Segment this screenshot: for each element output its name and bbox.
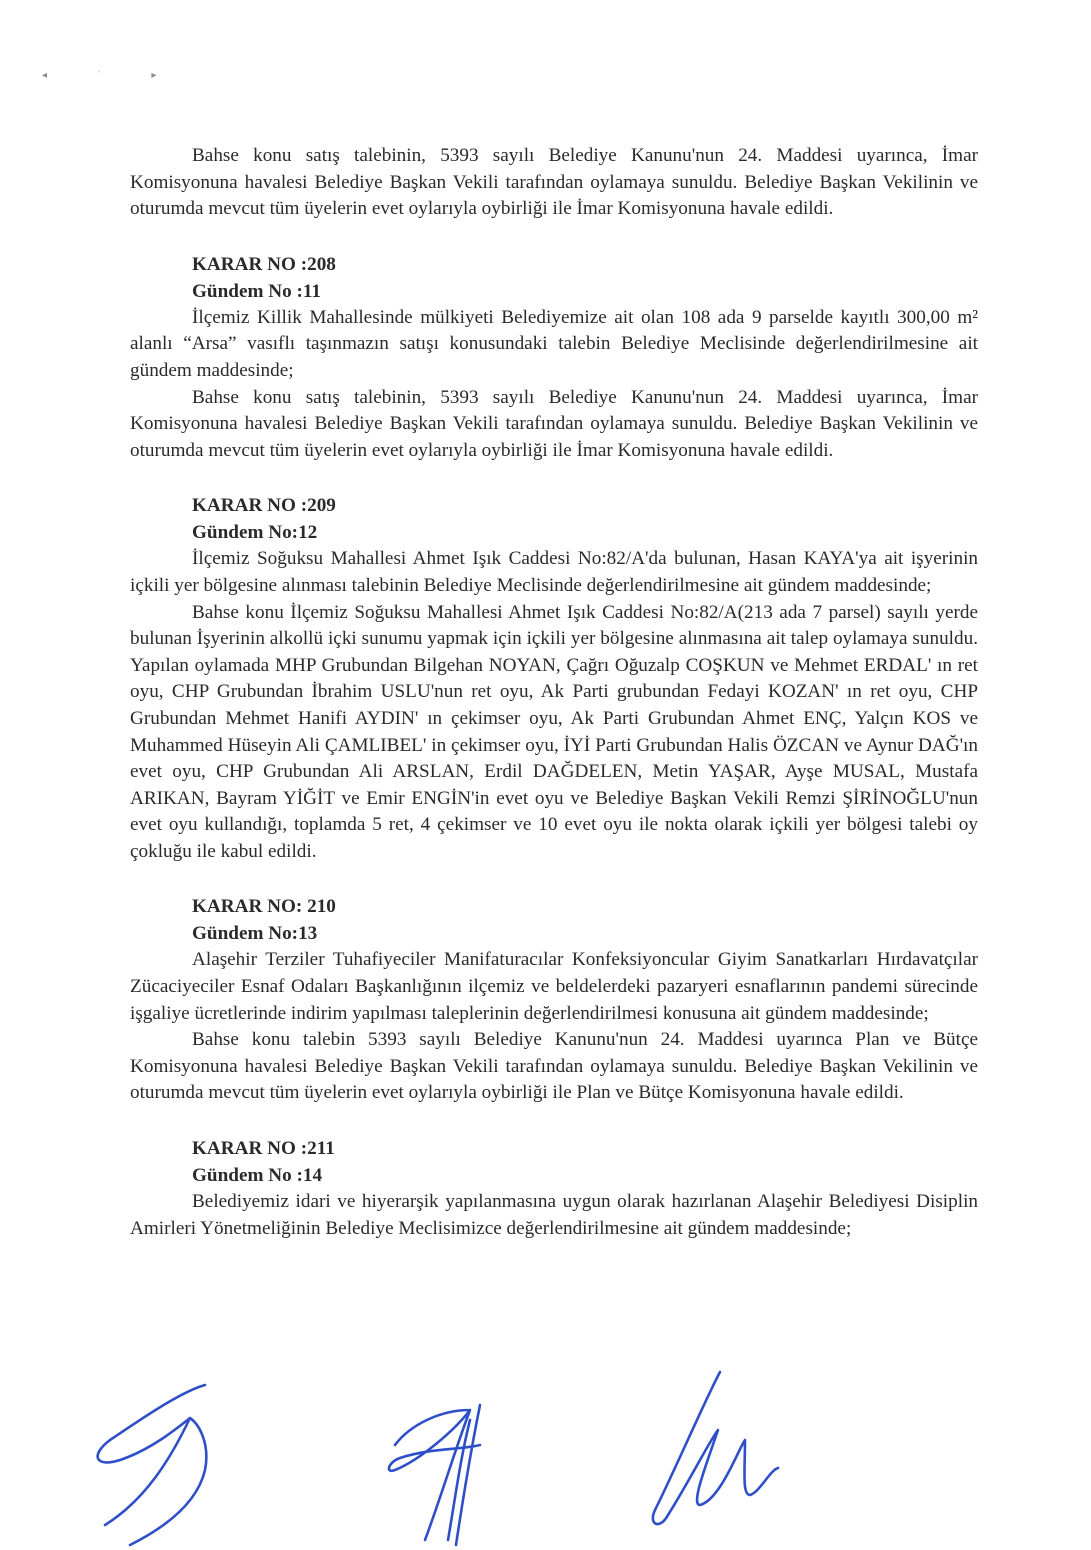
signature-left	[98, 1385, 207, 1545]
signature-middle	[389, 1405, 480, 1545]
decision-paragraph: Bahse konu satış talebinin, 5393 sayılı Belediye Kanunu'nun 24. Maddesi uyarınca, İmar Komisyonuna havalesi Belediye Başkan Vekili tarafından oylamaya sunuldu. Belediye Başkan Vekilinin ve oturumda mevcut tüm üyelerin evet oylarıyla oybirliği ile İmar Komisyonuna havale edildi.	[130, 386, 978, 461]
document-body	[130, 143, 978, 1242]
decision-paragraph: Bahse konu İlçemiz Soğuksu Mahallesi Ahmet Işık Caddesi No:82/A(213 ada 7 parsel) sayılı yerde bulunan İşyerinin alkollü içki sunumu yapmak için içkili yer bölgesine alınmasına ait talep oylamaya sunuldu. Yapılan oylamada MHP Grubundan Bilgehan NOYAN, Çağrı Oğuzalp COŞKUN ve Mehmet ERDAL' ın ret oyu, CHP Grubundan İbrahim USLU'nun ret oyu, Ak Parti grubundan Fedayi KOZAN' ın ret oyu, CHP Grubundan Mehmet Hanifi AYDIN' ın çekimser oyu, Ak Parti Grubundan Ahmet ENÇ, Yalçın KOS ve Muhammed Hüseyin Ali ÇAMLIBEL' in çekimser oyu, İYİ Parti Grubundan Halis ÖZCAN ve Aynur DAĞ'ın evet oyu, CHP Grubundan Ali ARSLAN, Erdil DAĞDELEN, Metin YAŞAR, Ayşe MUSAL, Mustafa ARIKAN, Bayram YİĞİT ve Emir ENGİN'in evet oyu ve Belediye Başkan Vekili Remzi ŞİRİNOĞLU'nun evet oyu kullandığı, toplamda 5 ret, 4 çekimser ve 10 evet oyu ile nokta olarak içkili yer bölgesi talebi oy çokluğu ile kabul edildi.	[130, 601, 978, 862]
gundem-no: Gündem No:12	[192, 522, 318, 544]
karar-no: KARAR NO :208	[192, 253, 336, 275]
gundem-no: Gündem No:13	[192, 923, 318, 945]
page-corner-marks: ◂ ˈ ▸	[42, 70, 181, 81]
decision-paragraph: Belediyemiz idari ve hiyerarşik yapılanmasına uygun olarak hazırlanan Alaşehir Belediyesi Disiplin Amirleri Yönetmeliğinin Belediye Meclisimizce değerlendirilmesine ait gündem maddesinde;	[130, 1191, 978, 1239]
decision-paragraph: Bahse konu talebin 5393 sayılı Belediye Kanunu'nun 24. Maddesi uyarınca Plan ve Bütçe Komisyonuna havalesi Belediye Başkan Vekili tarafından oylamaya sunuldu. Belediye Başkan Vekilinin ve oturumda mevcut tüm üyelerin evet oylarıyla oybirliği ile Plan ve Bütçe Komisyonuna havale edildi.	[130, 1029, 978, 1104]
karar-no: KARAR NO: 210	[192, 896, 336, 918]
decision-208	[130, 251, 978, 465]
decision-paragraph: Alaşehir Terziler Tuhafiyeciler Manifaturacılar Konfeksiyoncular Giyim Sanatkarları Hırdavatçılar Zücaciyeciler Esnaf Odaları Başkanlığının ilçemiz ve beldelerdeki pazaryeri esnaflarının pandemi sürecinde işgaliye ücretlerinde indirim yapılması taleplerinin değerlendirilmesi konusuna ait gündem maddesinde;	[130, 949, 978, 1024]
signature-right	[653, 1372, 778, 1524]
karar-no: KARAR NO :209	[192, 495, 336, 517]
gundem-no: Gündem No :11	[192, 280, 321, 302]
gundem-no: Gündem No :14	[192, 1165, 323, 1187]
karar-no: KARAR NO :211	[192, 1138, 335, 1160]
decision-209	[130, 492, 978, 865]
intro-paragraph: Bahse konu satış talebinin, 5393 sayılı Belediye Kanunu'nun 24. Maddesi uyarınca, İmar Komisyonuna havalesi Belediye Başkan Vekili tarafından oylamaya sunuldu. Belediye Başkan Vekilinin ve oturumda mevcut tüm üyelerin evet oylarıyla oybirliği ile İmar Komisyonuna havale edildi.	[130, 145, 978, 220]
decision-211	[130, 1135, 978, 1242]
decision-210	[130, 893, 978, 1107]
decision-paragraph: İlçemiz Soğuksu Mahallesi Ahmet Işık Caddesi No:82/A'da bulunan, Hasan KAYA'ya ait işyerinin içkili yer bölgesine alınması talebinin Belediye Meclisinde değerlendirilmesine ait gündem maddesinde;	[130, 548, 978, 596]
decision-paragraph: İlçemiz Killik Mahallesinde mülkiyeti Belediyemize ait olan 108 ada 9 parselde kayıtlı 300,00 m² alanlı “Arsa” vasıflı taşınmazın satışı konusundaki talebin Belediye Meclisinde değerlendirilmesine ait gündem maddesinde;	[130, 306, 978, 381]
